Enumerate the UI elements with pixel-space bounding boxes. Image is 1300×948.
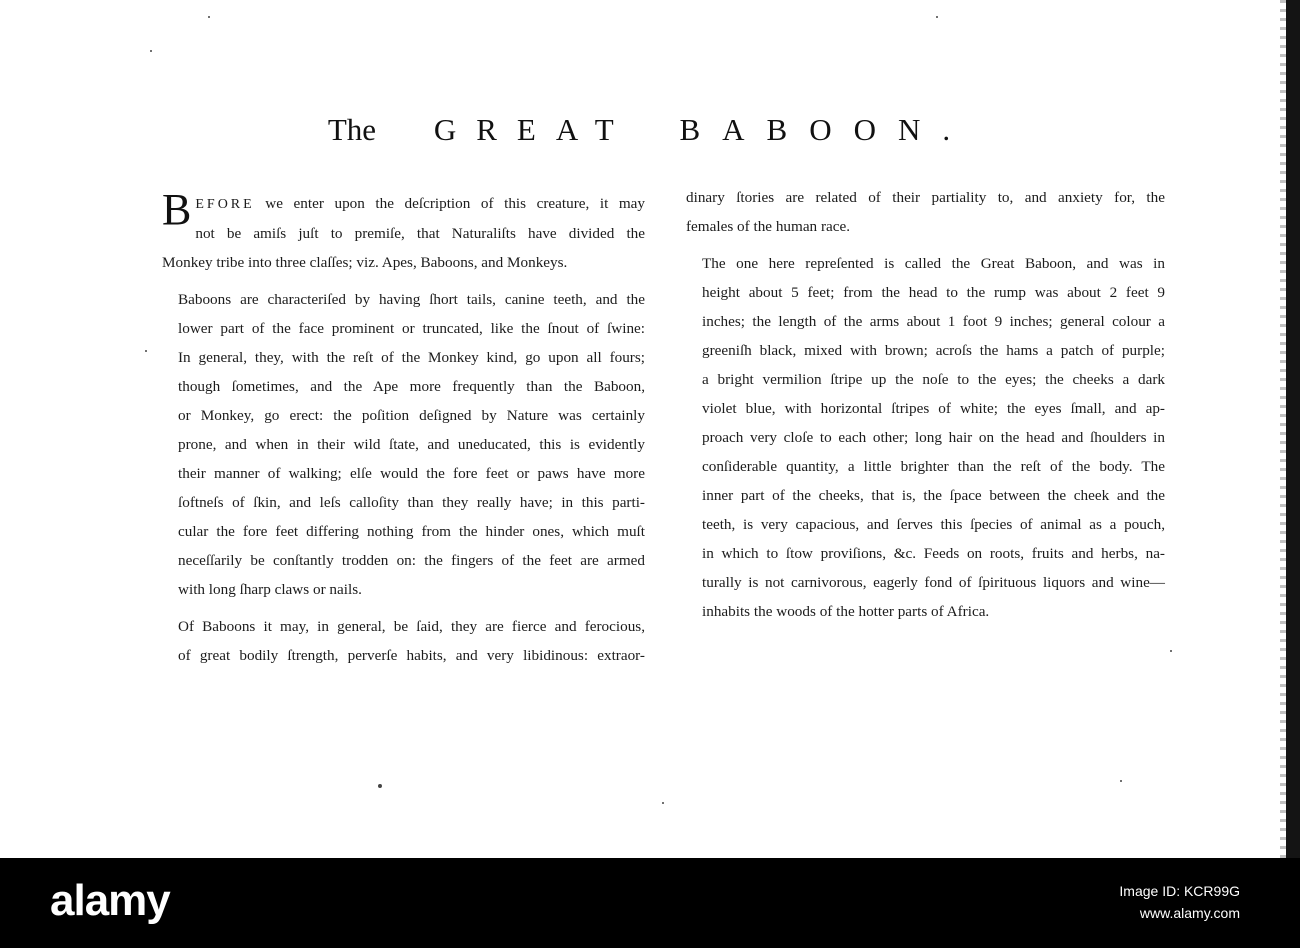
text-line: proach very cloſe to each other; long hair on the head and ſhoulders in [702, 429, 1165, 446]
title-great: GREAT [433, 112, 634, 147]
speck [150, 50, 152, 52]
text-line: though ſometimes, and the Ape more frequently than the Baboon, [178, 378, 645, 395]
speck [662, 802, 664, 804]
text-line: EFORE we enter upon the deſcription of this creature, it may [195, 195, 646, 212]
site-url[interactable]: www.alamy.com [1139, 905, 1240, 921]
paragraph-baboons-characterised [162, 285, 645, 604]
text-line: violet blue, with horizontal ſtripes of white; the eyes ſmall, and ap- [702, 400, 1165, 417]
image-id-label [1119, 880, 1240, 924]
text-line: not be amiſs juſt to premiſe, that Naturaliſts have divided the [195, 225, 645, 242]
text-line: Baboons are characteriſed by having ſhort tails, canine teeth, and the [178, 291, 645, 308]
title-the: The [327, 112, 377, 147]
text-line: inhabits the woods of the hotter parts of Africa. [702, 603, 990, 620]
left-column [162, 185, 646, 670]
text-line: Of Baboons it may, in general, be ſaid, they are fierce and ferocious, [178, 618, 645, 635]
image-id: Image ID: KCR99G [1119, 883, 1240, 899]
text-line: conſiderable quantity, a little brighter than the reſt of the body. The [702, 458, 1165, 475]
text-line: height about 5 feet; from the head to the rump was about 2 feet 9 [702, 284, 1165, 301]
text-line: neceſſarily be conſtantly trodden on: the fingers of the feet are armed [178, 552, 645, 569]
paragraph-continuation [686, 183, 1165, 241]
text-line: inches; the length of the arms about 1 foot 9 inches; general colour a [702, 313, 1165, 330]
right-column [686, 183, 1165, 626]
text-line: with long ſharp claws or nails. [178, 581, 362, 598]
speck [1170, 650, 1172, 652]
paragraph-intro [162, 185, 646, 277]
text-line: in which to ſtow proviſions, &c. Feeds on roots, fruits and herbs, na- [702, 545, 1165, 562]
text-line: a bright vermilion ſtripe up the noſe to the eyes; the cheeks a dark [702, 371, 1165, 388]
text-line: dinary ſtories are related of their partiality to, and anxiety for, the [686, 189, 1165, 206]
text-line: lower part of the face prominent or truncated, like the ſnout of ſwine: [178, 320, 645, 337]
text-line: Monkey tribe into three claſſes; viz. Apes, Baboons, and Monkeys. [162, 254, 568, 271]
alamy-logo[interactable]: alamy [50, 876, 170, 925]
speck [208, 16, 210, 18]
title-baboon: BABOON. [679, 112, 973, 147]
page-title [0, 112, 1300, 148]
text-line: prone, and when in their wild ſtate, and uneducated, this is evidently [178, 436, 645, 453]
text-line: In general, they, with the reſt of the Monkey kind, go upon all fours; [178, 349, 645, 366]
watermark-footer-bar [0, 858, 1300, 948]
speck [145, 350, 147, 352]
speck [378, 784, 382, 788]
text-line: their manner of walking; elſe would the fore feet or paws have more [178, 465, 645, 482]
text-line: females of the human race. [686, 218, 851, 235]
text-line: ſoftneſs of ſkin, and leſs calloſity than they really have; in this parti- [178, 494, 645, 511]
paragraph-baboons-fierce [162, 612, 645, 670]
text-line: turally is not carnivorous, eagerly fond of ſpirituous liquors and wine— [702, 574, 1165, 591]
text-line: inner part of the cheeks, that is, the ſpace between the cheek and the [702, 487, 1165, 504]
text-line: greeniſh black, mixed with brown; acroſs the hams a patch of purple; [702, 342, 1165, 359]
paragraph-great-baboon-description [686, 249, 1165, 626]
speck [1120, 780, 1122, 782]
caps-word: EFORE [195, 197, 255, 212]
text-line: cular the fore feet differing nothing from the hinder ones, which muſt [178, 523, 645, 540]
drop-cap: B [162, 185, 192, 234]
text-line: The one here repreſented is called the Great Baboon, and was in [702, 255, 1165, 272]
text-line: teeth, is very capacious, and ſerves this ſpecies of animal as a pouch, [702, 516, 1165, 533]
text-line: or Monkey, go erect: the poſition deſigned by Nature was certainly [178, 407, 645, 424]
speck [936, 16, 938, 18]
text-line: of great bodily ſtrength, perverſe habits, and very libidinous: extraor- [178, 647, 645, 664]
